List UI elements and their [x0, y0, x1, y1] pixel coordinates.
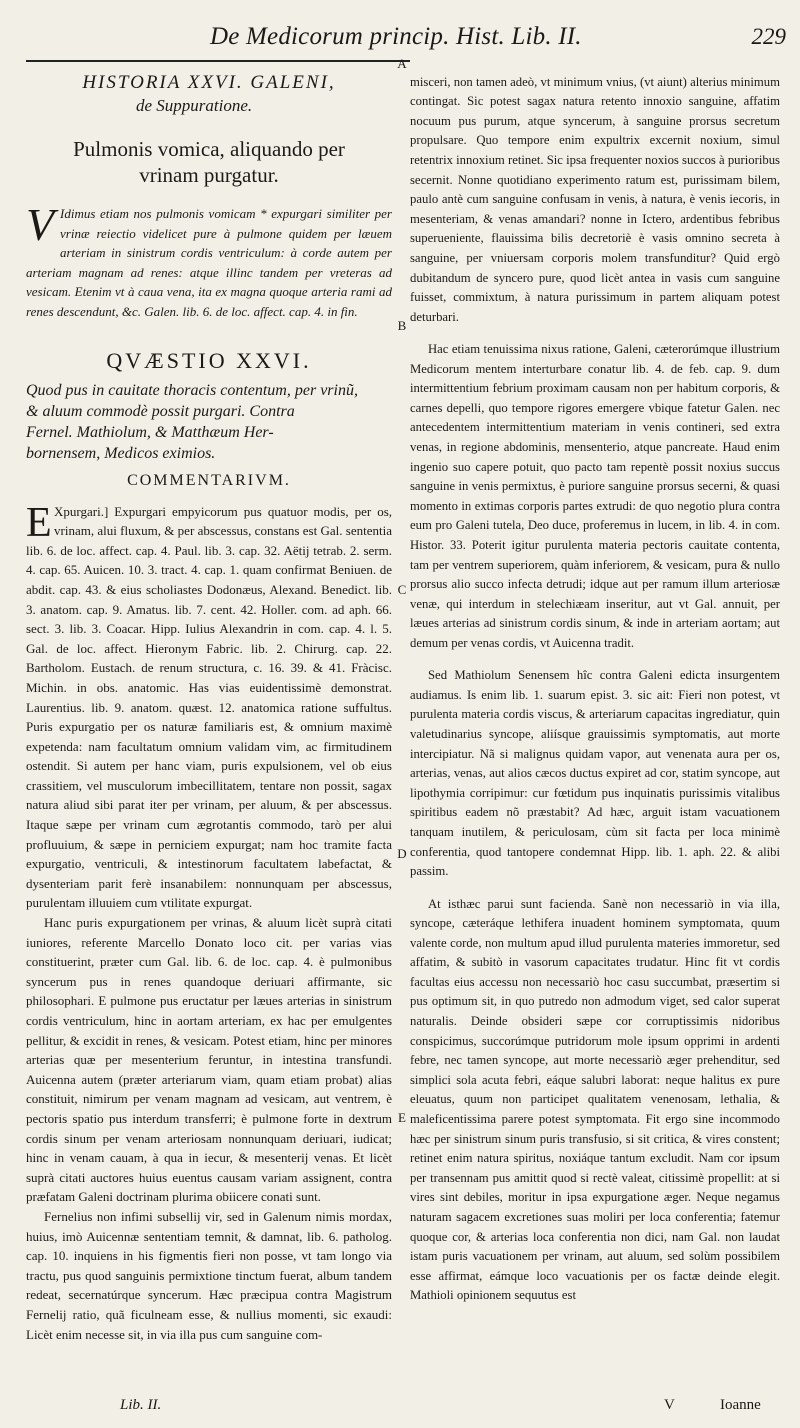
margin-letter-a: A	[397, 56, 407, 71]
left-top-rule	[26, 60, 392, 62]
left-column	[26, 60, 392, 1344]
commentary-paragraph-2: Hanc puris expurgationem per vrinas, & aluum licèt suprà citati iuniores, referente Marcello Donato loco cit. per varias vias constituerint, præter cum Gal. lib. 6. de loc. cap. 4. è pulmonibus syncerum pus in renes quandoque deriuari affirmante, sic philosophari. E pulmone pus eructatur per læues arterias in sinistrum cordis ventriculum, hinc in aortam arteriam, ex hac per emulgentes pellitur, & excidit in renes, & vesicam. Potest etiam, hinc per minores arterias quæ per mesenterium feruntur, in intestina transfundi. Auicenna autem (præter arteriarum viam, quam etiam probat) alias constituit, nimirum per venam magnam ad vesicam, aut ventrem, è pectoris spatio pus interdum transferri; è pulmone forte in dextrum cordis sinum per venam arteriosam nonnunquam deriuari, iudicat; hinc in venam cauam, à qua in iecur, & mesenterij venas. Et licèt suprà citati auctores huius euentus causam variam assignent, contra præfatam Galeni doctrinam plurima obiicere conati sunt.	[26, 915, 392, 1205]
margin-letter-c: C	[397, 582, 407, 597]
right-paragraph-4: At isthæc parui sunt facienda. Sanè non necessariò in via illa, syncope, cæteráque lethifera inuadent hominem symptomata, quum valente corde, non multum apud illud purulenta materies immoretur, sed affatim, & subitò in vasorum capacitates trudatur. Hinc fit vt cordis facultas eius accessu non necessariò hoc casu succumbat, præsertim si pus optimum sit, in quo putredo non admodum viget, sed calor superat naturalis. Deinde obsideri sæpe cor corruptissimis nidoribus conspicimus, succorúmque putridorum mole ipsum opprimi in ardenti febre, nec tamen syncope, aut morte necessariò æger prehenditur, sed simplici sola acuta febri, eáque salubri laborat: neque halitus ex pure eleuatus, quum non participet qualitatem venenosam, lethalia, & maleficentissima parere potest symptomata. Fit ergo sine incommodo hæc per sinistrum sinum puris transfusio, si sit critica, & vires constent; retinet enim natura spiritus, noxiáque tantum excludit. Nam cor ipsum per transennam pus amittit quod si rectè valeat, citissimè propellit: at si vires sint debiles, moritur in ipsa expurgatione æger. Neque negamus naturam sagacem excretiones suas moliri per loca conferentia; fatemur quoque cor, & arterias loca conferentia non dici, nam Gal. non laudat istam puris vacuationem per vrinam, aut aluum, sed solùm possibilem esse affirmat, eámque loco vacuationis per os factæ deinde elegit. Mathioli opinionem sequutus est	[410, 896, 780, 1303]
right-column	[410, 60, 780, 1319]
historia-title: HISTORIA XXVI. GALENI,	[82, 72, 336, 93]
margin-letter-e: E	[398, 1110, 406, 1125]
intro-paragraph	[26, 199, 392, 322]
intro-text: Idimus etiam nos pulmonis vomicam * expurgari similiter per vrinæ reiectio videlicet pure à pulmone quidem per læuem arteriam in sinistrum cordis ventriculum: à corde autem per arteriam magnam ad renes: atque illinc tandem per vreteras ad vesicam. Etenim vt à caua vena, ita ex magna quoque arteria rami ad renes descendunt, &c. Galen. lib. 6. de loc. affect. cap. 4. in fin.	[26, 206, 392, 319]
commentary-dropcap: E	[26, 499, 52, 546]
footer-signature-mark: V	[664, 1397, 675, 1413]
quaestio-heading: QVÆSTIO XXVI.	[106, 347, 312, 373]
running-head: De Medicorum princip. Hist. Lib. II.	[210, 23, 582, 50]
quaestio-subtitle-line1: Quod pus in cauitate thoracis contentum, per vrinũ,	[26, 381, 358, 399]
commentary-paragraph-1-text: Xpurgari.] Expurgari empyicorum pus quatuor modis, per os, vrinam, alui fluxum, & per abscessus, constans est Gal. sententia lib. 6. de loc. affect. cap. 4. Paul. lib. 3. cap. 32. Aëtij tetrab. 2. serm. 4. cap. 65. Auicen. 10. 3. tract. 4. cap. 1. quam confirmat Beniuen. de abdit. cap. 43. & eius scholiastes Dodonæus, Alexand. Benedict. lib. 3. anatom. cap. 9. Amatus. lib. 7. cent. 42. Holler. com. ad aph. 66. sect. 3. lib. 3. Coacar. Hipp. Iulius Alexandrin in com. cap. 4. l. 5. Gal. de loc. affect. Hieronym Fabric. lib. 2. Chirurg. cap. 22. Bartholom. Eustach. de renum structura, c. 16. 39. & 41. Fràcisc. Michin. in obs. anatomic. Has vias euidentissimè demonstrat. Laurentius. lib. 9. anatom. quæst. 12. anatomica ratione suffultus. Puris expurgatio per os naturæ familiaris est, & omnium maximè expetenda: nam facultatum omnium validam vim, ac firmitudinem ostendit. Si autem per hanc viam, puris expulsionem, vel ob eius crassitiem, vel musculorum imbecillitatem, tentare non possit, sagax natura aliud sibi parat iter per vrinam, per aluum, & per abscessus. Itaque sæpe per vrinam cum ægrotantis commodo, tarò per alui profluuium, & sæpe in perniciem expurgat; nam hoc tramite facta expurgatio, ventriculi, & intestinorum facultatem labefactat, & dysenteriam parit ferè insanabilem: nonnunquam per abscessus, purulentam illuuiem cum vtilitate expurgat.	[26, 503, 392, 911]
quaestio-subtitle-line2: & aluum commodè possit purgari. Contra	[26, 402, 295, 420]
commentary-paragraph-1	[26, 499, 392, 913]
margin-letter-d: D	[397, 846, 407, 861]
right-paragraph-2: Hac etiam tenuissima nixus ratione, Galeni, cæterorúmque illustrium Medicorum mentem interturbare conatur lib. 4. de feb. cap. 9. dum intermittentium febrium proximam causam non per habitum corporis, & carnes depelli, quo tempore rigores emergere vbique fatetur Galen. nec antecedentem intermittentium materiam in venis contineri, sed extra venas, in regione abdominis, mensenterio, atque pancreate. Haud enim ingenio suo capere potuit, quo pacto tam repentè possit noxius succus sanguine in venis permixtus, è puriore sanguine prorsus secerni, & quasi momento in extimas corporis partes extrudi: de quo negotio plura contra eum pro Galeni tutela, Deo duce, proferemus in lucem, in lib. 4. in com. Histor. 33. Poterit igitur purulenta materia pectoris cauitate contenta, tam per ventrem superiorem, quàm inferiorem, & vesicam, pura & nullo prorsus alio succo infecta detrudi; idque aut per ramum illum arteriosæ venæ, qui interdum in stelechiæam inseritur, aut vt Gal. annuit, per læues arterias ad sinistrum cordis sinum, & inde in arteriam aortam; aut demum per venas cordis, vt Auicenna tradit.	[410, 342, 780, 650]
commentary-body	[26, 499, 392, 1345]
quaestio-subtitle	[26, 380, 392, 464]
margin-letter-b: B	[397, 318, 407, 333]
historia-subtitle: de Suppuratione.	[136, 96, 253, 115]
commentarium-heading: COMMENTARIVM.	[127, 471, 291, 489]
right-body	[410, 73, 780, 1306]
intro-dropcap: V	[26, 199, 55, 250]
commentary-paragraph-3: Fernelius non infimi subsellij vir, sed in Galenum nimis mordax, huius, imò Auicennæ sententiam temnit, & damnat, lib. 6. patholog. cap. 10. inquiens in his figmentis fieri non posse, vt tam longo via tractu, pus quod sanguinis permixtione tinctum fuerat, album tandem redeat, secernatúrque syncerum. Hæc præcipua contra Magistrum Fernelij ratio, quã ficulneam esse, & nullius momenti, sic exaudi: Licèt enim necesse sit, in via illa pus cum sanguine com-	[26, 1208, 392, 1342]
pulmonis-heading	[26, 136, 392, 188]
quaestio-subtitle-line3: Fernel. Mathiolum, & Matthæum Her-	[26, 423, 274, 441]
right-paragraph-3: Sed Mathiolum Senensem hîc contra Galeni edicta insurgentem audiamus. Is enim lib. 1. suarum epist. 3. sic ait: Fieri non potest, vt purulenta materia cordis viscus, & arteriarum capacitas ingrediatur, quin valetudinarius syncope, aliísque grauissimis symptomatis, aut morte intercipiatur. Nã si malignus quidam vapor, aut venenata aura per os, arterias, venas, aut alios cæcos ductus expiret ad cor, statim syncope, aut lipothymia corripimur: cur fœtidum pus inquinatis purissimis vitalibus spiritibus eadem nõ præstabit? Ad hæc, arguit istam vacuationem tanquam inutilem, & periculosam, cùm sit facta per loca minimè conferentia, quod tantopere condemnat Hipp. lib. 1. aph. 22. & alibi passim.	[410, 668, 780, 879]
page-number: 229	[751, 24, 786, 49]
pulmonis-heading-line1: Pulmonis vomica, aliquando per	[73, 137, 345, 161]
right-paragraph-1: misceri, non tamen adeò, vt minimum vnius, (vt aiunt) alterius minimum contingat. Sic potest sagax natura retento innoxio sanguine, affatim nocuum pus purum, atque syncerum, à sanguine prorsus secretum propulsare. Quo tempore enim expultrix excernit noxium, simul retentrix innoxium retinet. Sic ipsa frequenter noxios succos à purioribus secernit. Nonne quotidiano experimento ratum est, purissimam bilem, paulo antè cum sanguine confusam in venis, à natura, è venis iecoris, in mesenteriam, & venas amandari? nonne in Ictero, ardentibus febribus superueniente, flauissima bilis decretoriè è vasis omnino secreta à sanguine, per vniuersam corporis molem transfunditur? Quid ergò dubitandum de syncero pure, quod licèt antea in vasis cum sanguine fuisset, commixtum, à natura purissimum in partem aliquam potest deturbari.	[410, 74, 780, 324]
pulmonis-heading-line2: vrinam purgatur.	[139, 163, 279, 187]
quaestio-subtitle-line4: bornensem, Medicos eximios.	[26, 444, 216, 462]
footer-book-label: Lib. II.	[120, 1397, 162, 1413]
footer-catchword: Ioanne	[720, 1397, 761, 1413]
